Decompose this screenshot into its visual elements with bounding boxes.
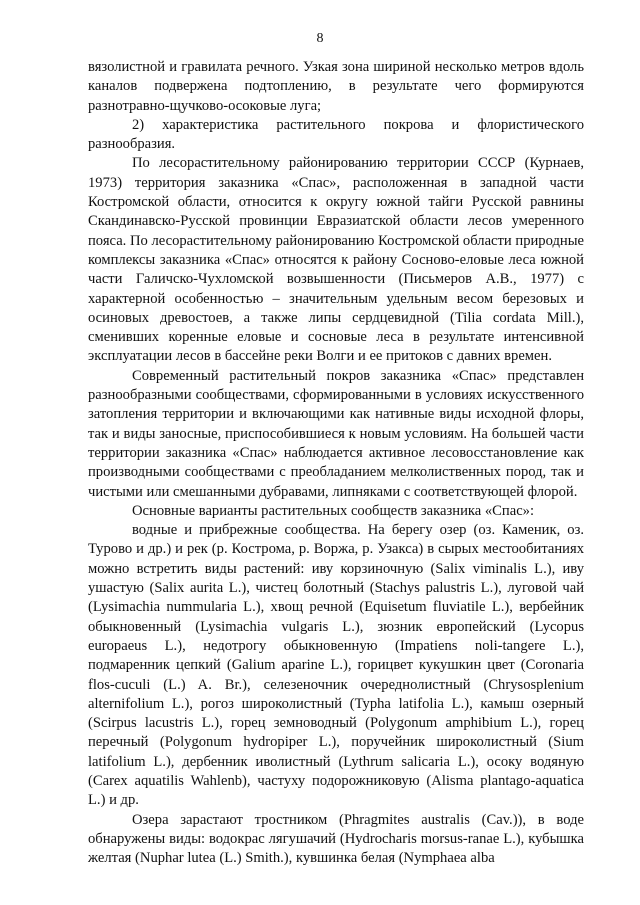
paragraph-zoning: По лесорастительному районированию территории СССР (Курнаев, 1973) территория заказника «Спас», расположенная в западной части Костромской области, относится к округу южной тайги Русской равнины Скандинавско-Русской провинции Евразиатской области лесов умеренного пояса. По лесорастительному районированию Костромской области природные комплексы заказника «Спас» относятся к району Сосново-еловые леса южной части Галичско-Чухломской возвышенности (Письмеров А.В., 1977) с характерной особенностью – значительным удельным весом березовых и осиновых древостоев, а также липы сердцевидной (Tilia cordata Mill.), сменивших коренные еловые и сосновые леса в результате интенсивной эксплуатации лесов в бассейне реки Волги и ее притоков с давних времен. [88, 155, 584, 365]
paragraph-aquatic-communities: водные и прибрежные сообщества. На берегу озер (оз. Каменик, оз. Турово и др.) и рек (р. Кострома, р. Воржа, р. Узакса) в сырых местообитаниях можно встретить виды растений: иву корзиночную (Salix viminalis L.), иву ушастую (Salix aurita L.), чистец болотный (Stachys palustris L.), луговой чай (Lysimachia nummularia L.), хвощ речной (Equisetum fluviatile L.), вербейник обыкновенный (Lysimachia vulgaris L.), зюзник европейский (Lycopus europaeus L.), недотрогу обыкновенную (Impatiens noli-tangere L.), подмаренник цепкий (Galium aparine L.), горицвет кукушкин цвет (Coronaria flos-cuculi (L.) A. Br.), селезеночник очереднолистный (Chrysosplenium alternifolium L.), рогоз широколистный (Typha latifolia L.), камыш озерный (Scirpus lacustris L.), горец земноводный (Polygonum amphibium L.), горец перечный (Polygonum hydropiper L.), поручейник широколистный (Sium latifolium L.), дербенник иволистный (Lythrum salicaria L.), осоку водяную (Carex aquatilis Wahlenb), частуху подорожниковую (Alisma plantago-aquatica L.) и др. [88, 522, 584, 809]
paragraph-continuation: вязолистной и гравилата речного. Узкая зона шириной несколько метров вдоль каналов подвержена подтоплению, в результате чего формируются разнотравно-щучково-осоковые луга; [88, 59, 584, 114]
paragraph-section-heading: 2) характеристика растительного покрова и флористического разнообразия. [88, 116, 584, 153]
paragraph-community-variants: Основные варианты растительных сообществ заказника «Спас»: [132, 502, 535, 519]
document-body [88, 58, 584, 868]
paragraph-vegetation-cover: Современный растительный покров заказника «Спас» представлен разнообразными сообществами, сформированными в условиях искусственного затопления территории и включающими как нативные виды исходной флоры, так и виды заносные, приспособившиеся к новым условиям. На большей части территории заказника «Спас» наблюдается активное лесовосстановление как производными сообществами с преобладанием мелколиственных пород, так и чистыми или смешанными дубравами, липняками с соответствующей флорой. [88, 367, 584, 500]
paragraph-lake-overgrowth: Озера зарастают тростником (Phragmites australis (Cav.)), в воде обнаружены виды: водокрас лягушачий (Hydrocharis morsus-ranae L.), кубышка желтая (Nuphar lutea (L.) Smith.), кувшинка белая (Nymphaea alba [88, 811, 584, 867]
page-number: 8 [316, 31, 324, 46]
